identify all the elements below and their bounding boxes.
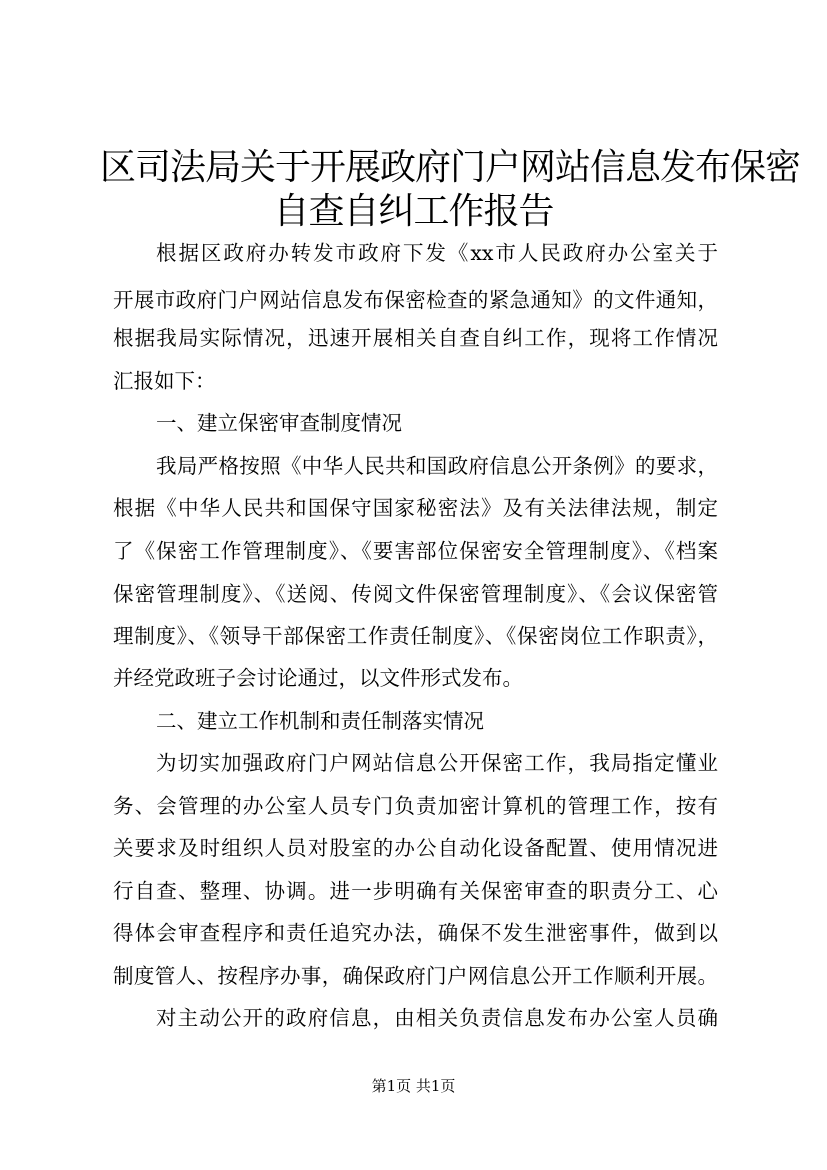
paragraph-line: 务、会管理的办公室人员专门负责加密计算机的管理工作，按有 xyxy=(113,794,718,818)
paragraph-line: 根据我局实际情况，迅速开展相关自查自纠工作，现将工作情况 xyxy=(113,326,718,350)
paragraph-line: 根据《中华人民共和国保守国家秘密法》及有关法律法规，制定 xyxy=(113,496,718,520)
paragraph-line: 了《保密工作管理制度》、《要害部位保密安全管理制度》、《档案 xyxy=(113,539,718,563)
paragraph-line: 关要求及时组织人员对股室的办公自动化设备配置、使用情况进 xyxy=(113,836,718,860)
section-heading: 一、建立保密审查制度情况 xyxy=(156,411,402,435)
paragraph-line: 制度管人、按程序办事，确保政府门户网信息公开工作顺利开展。 xyxy=(113,964,718,988)
paragraph-line: 对主动公开的政府信息，由相关负责信息发布办公室人员确 xyxy=(156,1006,718,1030)
paragraph-line: 为切实加强政府门户网站信息公开保密工作，我局指定懂业 xyxy=(156,751,718,775)
paragraph-line: 开展市政府门户网站信息发布保密检查的紧急通知》的文件通知， xyxy=(113,288,718,312)
paragraph-line: 并经党政班子会讨论通过，以文件形式发布。 xyxy=(113,666,523,690)
paragraph-line: 行自查、整理、协调。进一步明确有关保密审查的职责分工、心 xyxy=(113,879,718,903)
document-title-line-2: 自查自纠工作报告 xyxy=(273,191,554,232)
paragraph-line: 理制度》、《领导干部保密工作责任制度》、《保密岗位工作职责》， xyxy=(113,624,718,648)
document-title-line-1: 区司法局关于开展政府门户网站信息发布保密 xyxy=(100,147,801,188)
paragraph-line: 保密管理制度》、《送阅、传阅文件保密管理制度》、《会议保密管 xyxy=(113,582,718,606)
paragraph-line: 得体会审查程序和责任追究办法，确保不发生泄密事件，做到以 xyxy=(113,921,718,945)
paragraph-line: 汇报如下： xyxy=(113,369,216,393)
paragraph-line: 根据区政府办转发市政府下发《xx市人民政府办公室关于 xyxy=(156,241,718,265)
section-heading: 二、建立工作机制和责任制落实情况 xyxy=(156,709,484,733)
page-footer: 第1页 共1页 xyxy=(371,1077,456,1095)
paragraph-line: 我局严格按照《中华人民共和国政府信息公开条例》的要求， xyxy=(156,454,718,478)
